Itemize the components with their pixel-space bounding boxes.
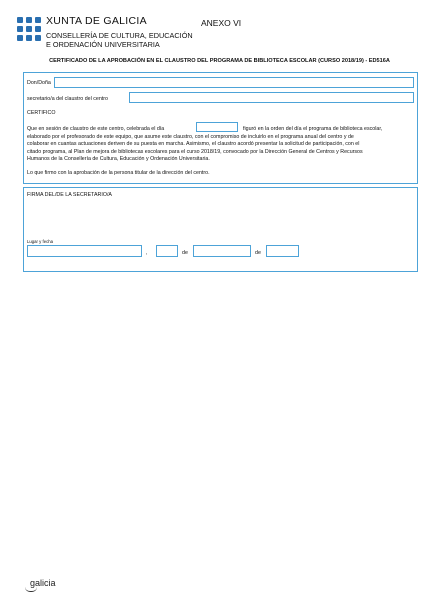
day-field[interactable] — [156, 245, 178, 257]
don-label: Don/Doña — [27, 80, 51, 86]
firma-label: FIRMA DEL/DE LA SECRETARIO/A — [27, 192, 112, 198]
document-title: CERTIFICADO DE LA APROBACIÓN EN EL CLAUSTRO DEL PROGRAMA DE BIBLIOTECA ESCOLAR (CURSO 2018/19) - ED516A — [49, 58, 390, 64]
lugar-label: Lugar y fecha — [27, 239, 54, 244]
department-line-2: E ORDENACIÓN UNIVERSITARIA — [46, 40, 160, 49]
department-line-1: CONSELLERÍA DE CULTURA, EDUCACIÓN — [46, 31, 193, 40]
don-field[interactable] — [54, 77, 414, 88]
closing-statement: Lo que firmo con la aprobación de la persona titular de la dirección del centro. — [27, 170, 210, 176]
de-label-2: de — [255, 250, 261, 256]
paragraph-intro: Que en sesión de claustro de este centro, celebrada el día — [27, 126, 165, 132]
paragraph-line-2: elaborado por el profesorado de este equipo, que asume este claustro, con el compromiso de incluirlo en el programa anual del centro y de — [27, 133, 354, 140]
paragraph-line-5: Humanos de la Consellería de Cultura, Educación y Ordenación Universitaria. — [27, 156, 210, 162]
paragraph-line-4: citado programa, al Plan de mejora de bibliotecas escolares para el curso 2018/19, convocado por la Dirección General de Centros y Recursos — [27, 148, 363, 155]
month-field[interactable] — [193, 245, 251, 257]
galicia-logo-text: galicia — [30, 578, 56, 588]
xunta-grid-icon — [17, 17, 41, 41]
galicia-swoosh-icon — [25, 587, 37, 592]
paragraph-line-1: figuró en la orden del día el programa de biblioteca escolar, — [243, 126, 383, 132]
comma-separator: , — [146, 250, 148, 256]
annex-label: ANEXO VI — [201, 18, 242, 28]
claustro-date-field[interactable] — [196, 122, 238, 132]
lugar-field[interactable] — [27, 245, 142, 257]
galicia-logo — [30, 578, 56, 588]
de-label-1: de — [182, 250, 188, 256]
certifico-label: CERTIFICO — [27, 110, 56, 116]
paragraph-line-3: colaborar en cuantas actuaciones deriven de su puesta en marcha. Asimismo, el claustro acordó presentar la solicitud de participación, con el — [27, 141, 360, 147]
secretario-field[interactable] — [129, 92, 414, 103]
year-field[interactable] — [266, 245, 299, 257]
org-name: XUNTA DE GALICIA — [46, 15, 147, 27]
signature-section — [23, 187, 418, 272]
secretario-label: secretario/a del claustro del centro — [27, 96, 108, 102]
